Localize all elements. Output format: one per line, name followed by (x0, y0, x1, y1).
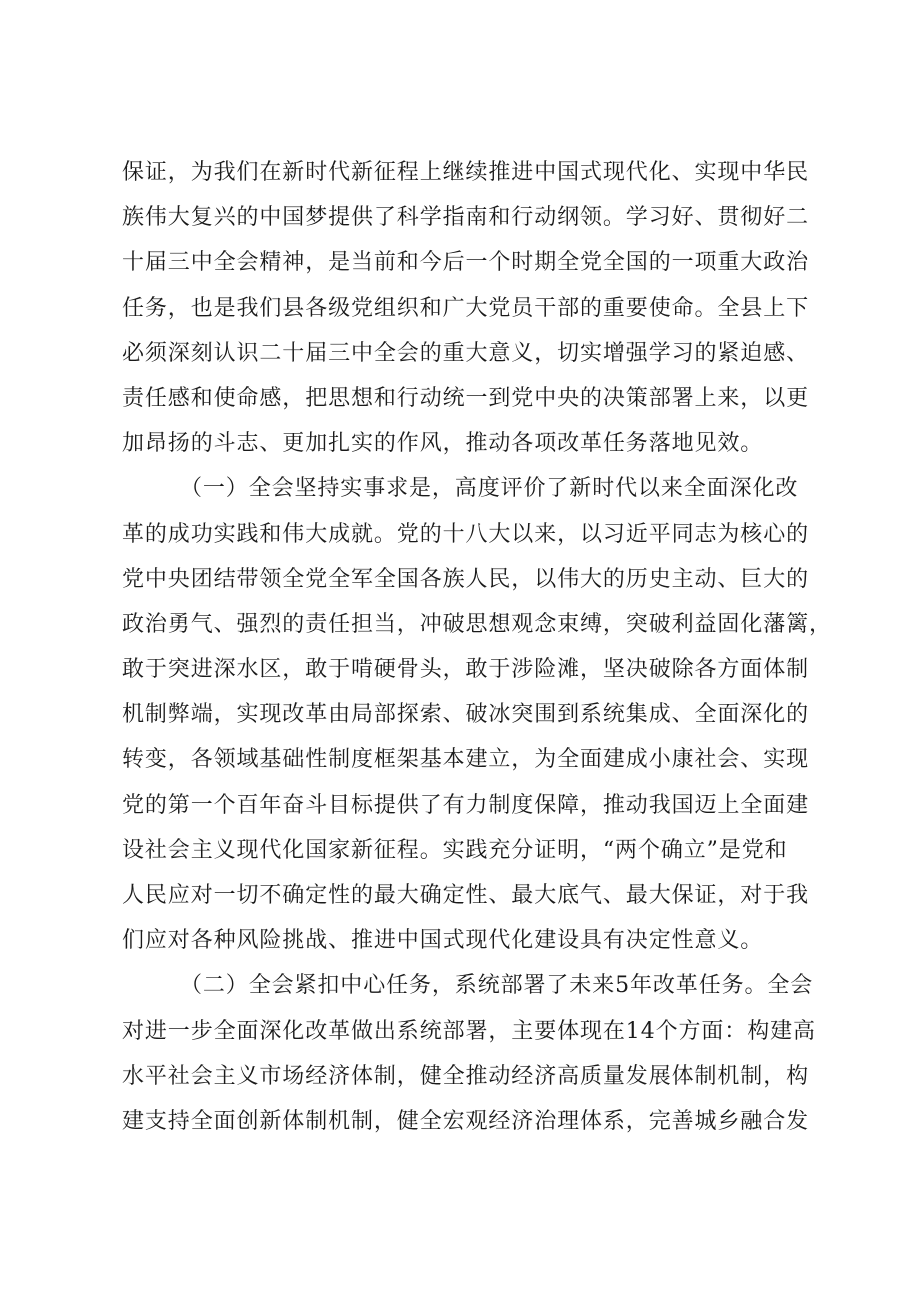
text-line: 党的第一个百年奋斗目标提供了有力制度保障，推动我国迈上全面建 (122, 792, 810, 818)
document-body (122, 150, 832, 1144)
text-line: 人民应对一切不确定性的最大确定性、最大底气、最大保证，对于我 (122, 883, 810, 908)
paragraph-section-2 (122, 963, 816, 1144)
paragraph-intro (122, 150, 810, 466)
text-line: 党中央团结带领全党全军全国各族人民，以伟大的历史主动、巨大的 (122, 566, 810, 592)
text-line: 转变，各领域基础性制度框架基本建立，为全面建成小康社会、实现 (122, 747, 810, 773)
text-line: 十届三中全会精神，是当前和今后一个时期全党全国的一项重大政治 (122, 250, 810, 276)
paragraph-section-1 (122, 466, 832, 963)
text-line: 政治勇气、强烈的责任担当，冲破思想观念束缚，突破利益固化藩篱， (122, 611, 832, 637)
text-line: 任务，也是我们县各级党组织和广大党员干部的重要使命。全县上下 (122, 295, 810, 321)
text-line: 责任感和使命感，把思想和行动统一到党中央的决策部署上来，以更 (122, 385, 810, 411)
text-line: 敢于突进深水区，敢于啃硬骨头，敢于涉险滩，坚决破除各方面体制 (122, 657, 810, 683)
text-line: 水平社会主义市场经济体制，健全推动经济高质量发展体制机制，构 (122, 1063, 810, 1089)
text-line: 革的成功实践和伟大成就。党的十八大以来，以习近平同志为核心的 (122, 521, 810, 547)
text-line: 建支持全面创新体制机制，健全宏观经济治理体系，完善城乡融合发 (122, 1108, 810, 1134)
text-line: （二）全会紧扣中心任务，系统部署了未来5年改革任务。全会 (180, 973, 814, 999)
text-line: 设社会主义现代化国家新征程。实践充分证明，“两个确立”是党和 (122, 837, 788, 863)
text-line: 必须深刻认识二十届三中全会的重大意义，切实增强学习的紧迫感、 (122, 340, 810, 366)
text-line: 加昂扬的斗志、更加扎实的作风，推动各项改革任务落地见效。 (122, 431, 764, 457)
text-line: 机制弊端，实现改革由局部探索、破冰突围到系统集成、全面深化的 (122, 702, 810, 728)
text-line: 族伟大复兴的中国梦提供了科学指南和行动纲领。学习好、贯彻好二 (122, 205, 810, 231)
text-line: 们应对各种风险挑战、推进中国式现代化建设具有决定性意义。 (122, 928, 764, 954)
text-line: 对进一步全面深化改革做出系统部署，主要体现在14个方面：构建高 (122, 1018, 816, 1044)
text-line: （一）全会坚持实事求是，高度评价了新时代以来全面深化改 (180, 476, 799, 502)
text-line: 保证，为我们在新时代新征程上继续推进中国式现代化、实现中华民 (122, 160, 810, 185)
